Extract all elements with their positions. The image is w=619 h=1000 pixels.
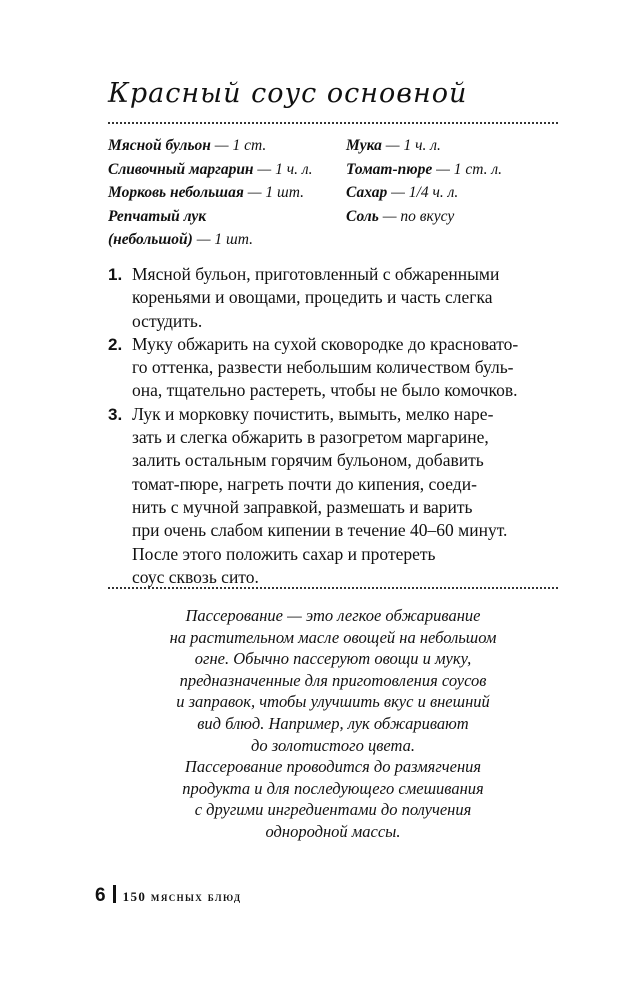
note-line: огне. Обычно пассеруют овощи и муку, [194,649,472,669]
note-line: однородной массы. [265,821,401,841]
ingredient-dash: — [243,184,266,201]
step-text-line: После этого положить сахар и протереть [132,543,436,564]
ingredient-name: Морковь небольшая [108,184,244,201]
footer-separator [113,885,116,903]
dotted-divider-bottom [108,587,558,589]
ingredient-item [346,158,546,182]
step-number: 1. [108,265,123,284]
ingredient-item [108,158,338,182]
ingredient-name: Мука [346,137,382,154]
ingredient-name: Сахар [346,184,388,201]
ingredient-dash: — [253,160,276,178]
ingredients-left-column [108,134,338,252]
ingredient-name: Томат-пюре [346,160,433,178]
ingredient-name: Мясной бульон [108,137,211,154]
ingredient-quantity: 1 ст. л. [453,160,503,178]
step-number: 3. [108,404,123,424]
recipe-title: Красный соус основной [108,78,468,109]
ingredient-item [108,134,338,158]
book-title: 150 мясных блюд [122,889,242,904]
ingredient-dash: — [432,160,454,178]
recipe-step [108,403,558,589]
step-text-line: зать и слегка обжарить в разогретом маргарине, [132,427,489,448]
step-text-line: при очень слабом кипении в течение 40–60 минут. [132,520,508,541]
step-number: 2. [108,334,123,354]
page-footer [95,885,242,907]
dotted-divider-top [108,122,558,124]
ingredient-quantity: 1 ч. л. [275,160,313,178]
ingredient-quantity: 1 шт. [265,184,304,201]
sidebar-note [108,605,558,843]
note-line: на растительном масле овощей на небольшом [169,627,497,647]
step-text-line: го оттенка, развести небольшим количеством буль- [132,357,514,378]
step-text-line: кореньями и овощами, процедить и часть слегка [132,287,493,308]
ingredient-dash: — [381,137,404,154]
recipe-step [108,333,558,403]
ingredient-dash: — [378,207,401,225]
ingredient-item [108,228,338,252]
ingredient-quantity: 1 ч. л. [403,137,441,154]
note-line: продукта и для последующего смешивания [182,778,484,798]
step-text-line: Муку обжарить на сухой сковородке до красновато- [132,333,519,354]
note-line: с другими ингредиентами до получения [194,800,472,820]
recipe-steps [108,263,558,589]
ingredient-quantity: по вкусу [400,207,455,225]
ingredient-quantity: 1 шт. [214,231,253,248]
step-text-line: Мясной бульон, приготовленный с обжаренными [132,264,500,284]
note-line: и заправок, чтобы улучшить вкус и внешний [176,692,490,712]
ingredient-dash: — [210,137,233,154]
note-line: до золотистого цвета. [251,735,415,755]
note-line: Пассерование проводится до размягчения [184,757,482,777]
note-line: вид блюд. Например, лук обжаривают [197,713,469,733]
ingredient-item [346,181,546,205]
step-text-line: Лук и морковку почистить, вымыть, мелко наре- [132,403,494,424]
ingredient-item [108,205,338,229]
step-text-line: она, тщательно растереть, чтобы не было комочков. [132,380,518,401]
ingredients-right-column [346,134,546,228]
ingredient-item [346,205,546,229]
ingredient-name: Сливочный маргарин [108,160,254,178]
step-text-line: соус сквозь сито. [132,566,259,587]
ingredient-name: (небольшой) [108,231,193,248]
ingredient-item [108,181,338,205]
ingredient-dash: — [192,231,215,248]
page-number: 6 [95,885,106,906]
note-line: Пассерование — это легкое обжаривание [185,606,481,625]
step-text-line: залить остальным горячим бульоном, добавить [132,450,484,471]
ingredient-item [346,134,546,158]
ingredient-quantity: 1 ст. [232,137,267,154]
step-text-line: томат-пюре, нагреть почти до кипения, соеди- [132,473,477,494]
step-text-line: остудить. [132,310,203,331]
step-text-line: нить с мучной заправкой, размешать и варить [132,496,473,517]
recipe-step [108,263,558,333]
ingredient-quantity: 1/4 ч. л. [408,184,459,201]
ingredient-name: Репчатый лук [108,207,207,225]
ingredient-name: Соль [346,207,379,225]
note-line: предназначенные для приготовления соусов [179,670,487,690]
ingredient-dash: — [387,184,409,201]
